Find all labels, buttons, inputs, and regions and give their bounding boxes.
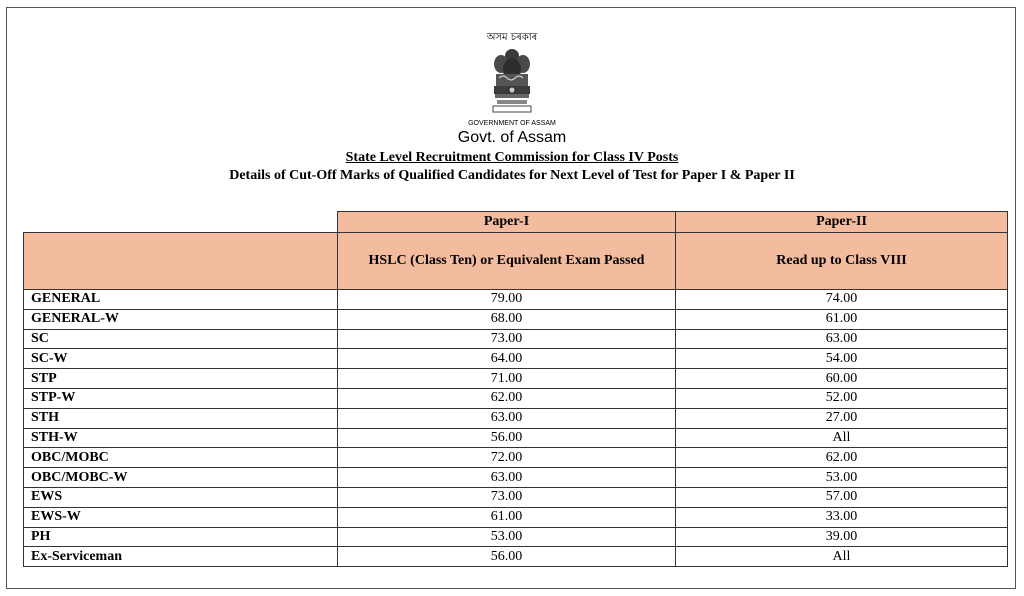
paper2-value: 39.00 [676,527,1008,547]
paper1-value: 68.00 [338,309,676,329]
category-cell: SC-W [24,349,338,369]
table-row [24,349,1008,369]
category-cell: PH [24,527,338,547]
table-row [24,309,1008,329]
category-header-cell [24,233,338,290]
paper1-value: 56.00 [338,428,676,448]
details-title: Details of Cut-Off Marks of Qualified Candidates for Next Level of Test for Paper I & Paper II [229,168,795,183]
category-cell: OBC/MOBC [24,448,338,468]
paper1-value: 53.00 [338,527,676,547]
table-row [24,547,1008,567]
category-cell: STH-W [24,428,338,448]
paper1-value: 61.00 [338,507,676,527]
paper1-value: 64.00 [338,349,676,369]
paper2-value: 52.00 [676,388,1008,408]
table-row [24,487,1008,507]
paper1-qualification: HSLC (Class Ten) or Equivalent Exam Passed [338,233,676,290]
category-cell: GENERAL [24,290,338,310]
paper2-value: 53.00 [676,468,1008,488]
cutoff-table [23,211,1008,567]
commission-title: State Level Recruitment Commission for Class IV Posts [345,150,679,165]
paper1-value: 63.00 [338,408,676,428]
category-cell: EWS-W [24,507,338,527]
paper2-value: 60.00 [676,369,1008,389]
state-emblem-icon [487,46,537,120]
paper1-value: 56.00 [338,547,676,567]
paper2-value: 54.00 [676,349,1008,369]
table-row [24,448,1008,468]
qualification-header-row [24,233,1008,290]
emblem-caption: GOVERNMENT OF ASSAM [468,120,556,127]
category-cell: STP [24,369,338,389]
blank-cell [24,212,338,233]
category-cell: OBC/MOBC-W [24,468,338,488]
category-cell: GENERAL-W [24,309,338,329]
govt-title: Govt. of Assam [457,129,567,146]
table-row [24,290,1008,310]
category-cell: EWS [24,487,338,507]
paper1-value: 73.00 [338,487,676,507]
table-row [24,507,1008,527]
paper1-value: 79.00 [338,290,676,310]
paper1-value: 63.00 [338,468,676,488]
table-row [24,329,1008,349]
table-row [24,468,1008,488]
table-row [24,408,1008,428]
table-row [24,388,1008,408]
paper2-value: 27.00 [676,408,1008,428]
table-row [24,527,1008,547]
paper2-value: 63.00 [676,329,1008,349]
category-cell: Ex-Serviceman [24,547,338,567]
paper-header-row [24,212,1008,233]
paper1-header: Paper-I [338,212,676,233]
paper1-value: 71.00 [338,369,676,389]
paper2-value: 33.00 [676,507,1008,527]
paper2-value: All [676,547,1008,567]
category-cell: STP-W [24,388,338,408]
paper2-value: All [676,428,1008,448]
paper2-value: 74.00 [676,290,1008,310]
category-cell: STH [24,408,338,428]
paper1-value: 73.00 [338,329,676,349]
paper1-value: 62.00 [338,388,676,408]
paper2-header: Paper-II [676,212,1008,233]
category-cell: SC [24,329,338,349]
assamese-title: অসম চৰকাৰ [486,32,538,43]
table-row [24,428,1008,448]
paper2-value: 61.00 [676,309,1008,329]
paper1-value: 72.00 [338,448,676,468]
paper2-value: 62.00 [676,448,1008,468]
paper2-qualification: Read up to Class VIII [676,233,1008,290]
table-row [24,369,1008,389]
paper2-value: 57.00 [676,487,1008,507]
